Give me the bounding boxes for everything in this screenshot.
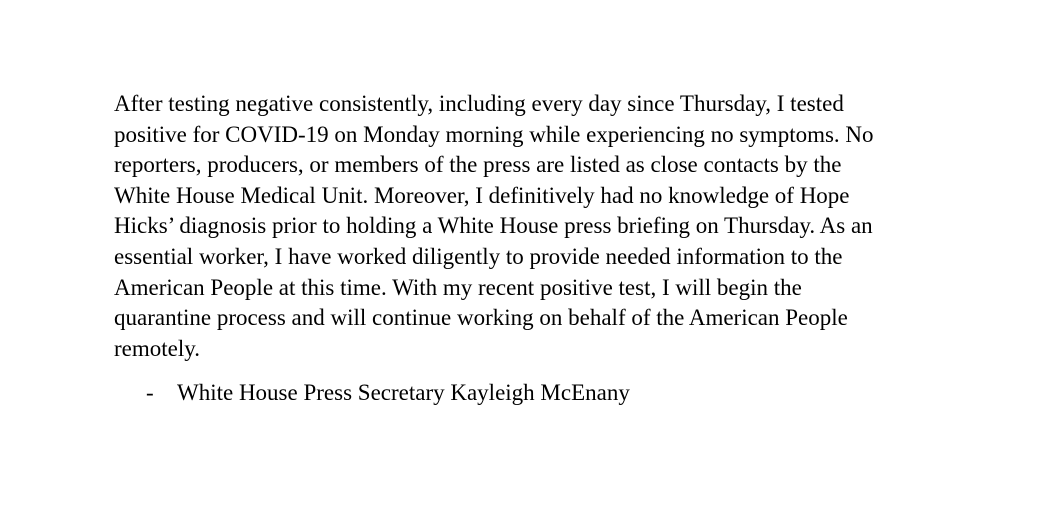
- statement-line: After testing negative consistently, including every day since Thursday, I tested: [114, 91, 844, 116]
- attribution-text: White House Press Secretary Kayleigh McEnany: [177, 380, 630, 405]
- statement-line: essential worker, I have worked diligently to provide needed information to the: [114, 243, 843, 269]
- attribution-bullet: -: [146, 380, 154, 405]
- statement-line: remotely.: [114, 335, 201, 361]
- statement-line: White House Medical Unit. Moreover, I definitively had no knowledge of Hope: [114, 182, 850, 208]
- statement-line: positive for COVID-19 on Monday morning while experiencing no symptoms. No: [114, 121, 874, 147]
- attribution-line: [146, 378, 630, 408]
- statement-line: quarantine process and will continue working on behalf of the American People: [114, 305, 848, 331]
- statement-line: Hicks’ diagnosis prior to holding a White House press briefing on Thursday. As an: [114, 213, 873, 239]
- statement-line: reporters, producers, or members of the press are listed as close contacts by the: [114, 152, 842, 178]
- statement-line: American People at this time. With my recent positive test, I will begin the: [114, 274, 802, 300]
- statement-paragraph: [114, 89, 954, 364]
